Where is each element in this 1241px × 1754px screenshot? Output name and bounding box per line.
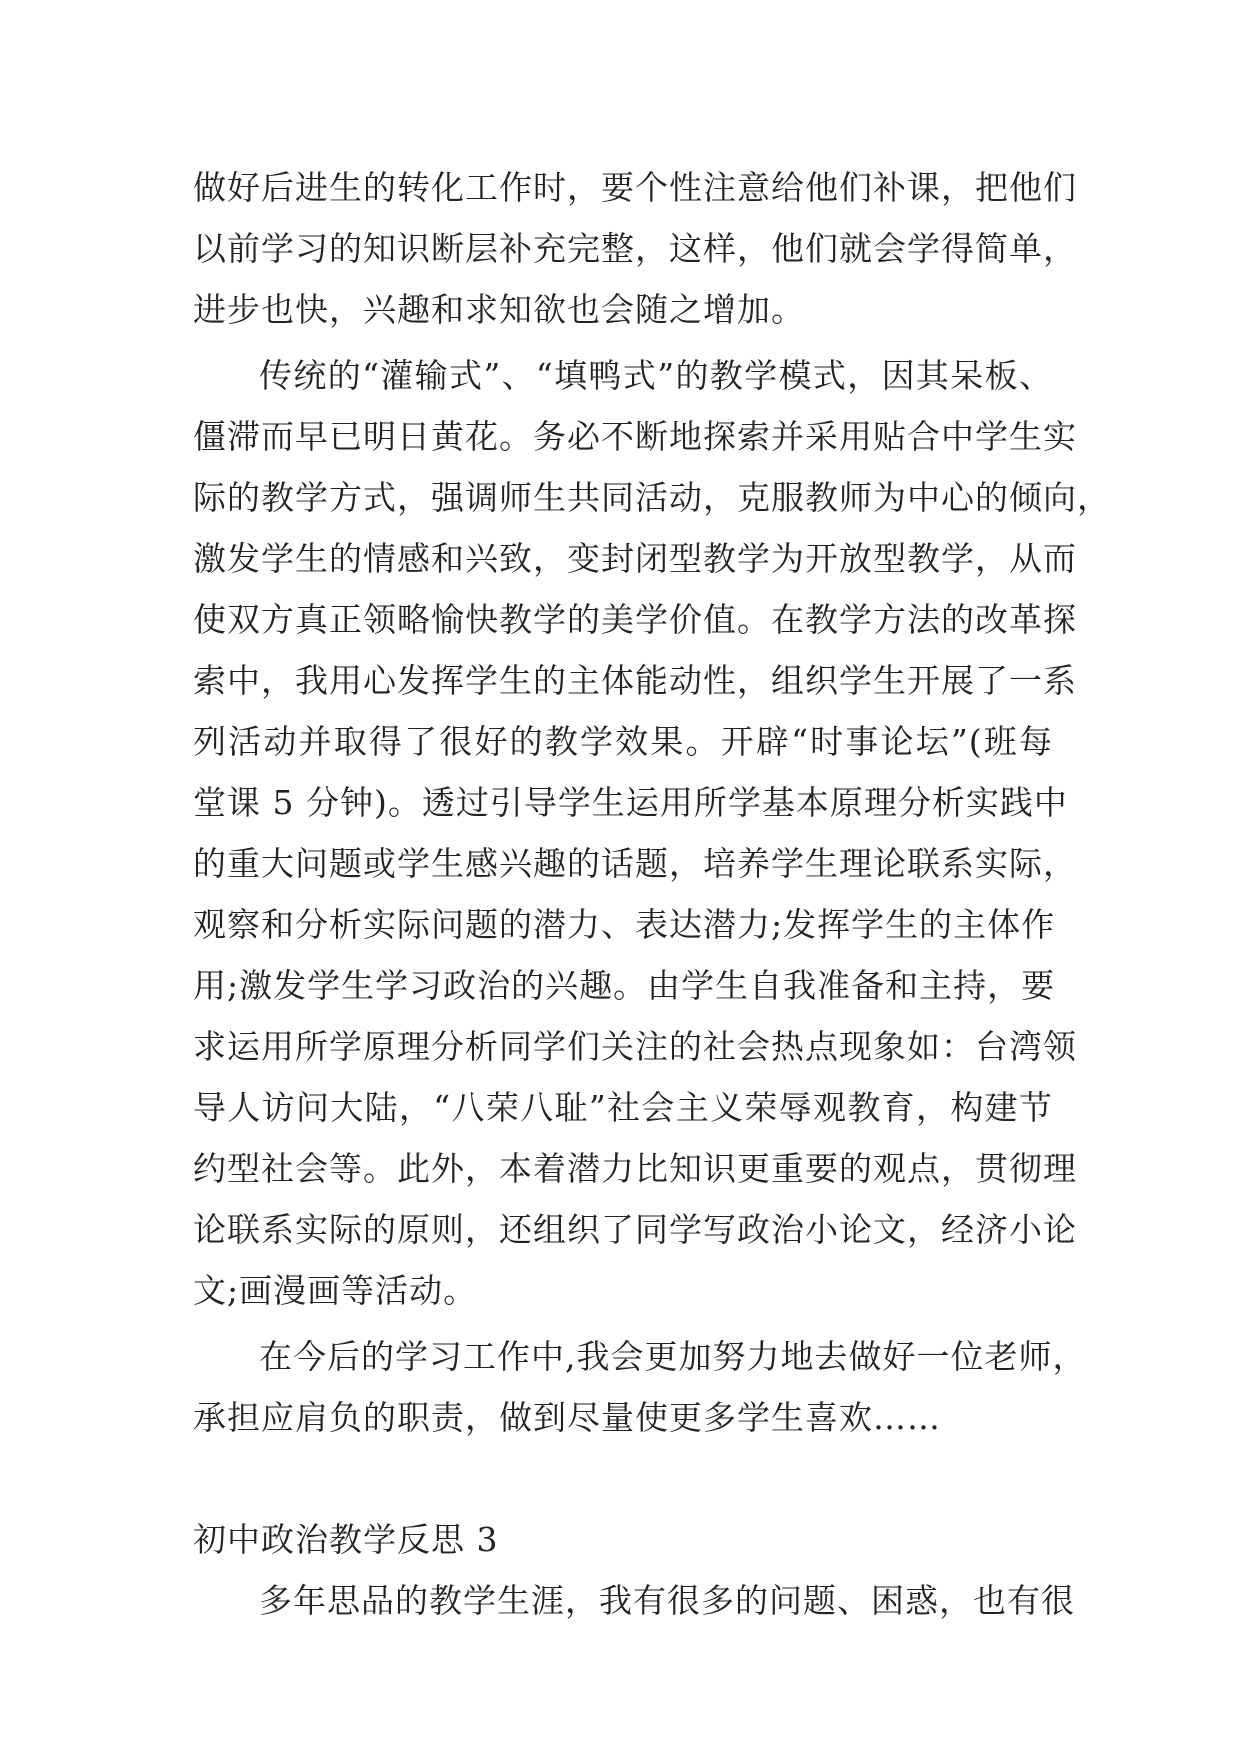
paragraph-1 — [193, 157, 1077, 340]
paragraph-line: 文;画漫画等活动。 — [193, 1271, 478, 1310]
paragraph-line: 在今后的学习工作中,我会更加努力地去做好一位老师， — [259, 1337, 1087, 1376]
paragraph-line: 论联系实际的原则，还组织了同学写政治小论文，经济小论 — [193, 1210, 1077, 1249]
paragraph-line: 堂课 5 分钟)。透过引导学生运用所学基本原理分析实践中 — [193, 783, 1068, 822]
paragraph-line: 僵滞而早已明日黄花。务必不断地探索并采用贴合中学生实 — [193, 417, 1077, 456]
paragraph-line: 激发学生的情感和兴致，变封闭型教学为开放型教学，从而 — [193, 539, 1077, 578]
document-body — [193, 157, 1111, 1631]
paragraph-line: 做好后进生的转化工作时，要个性注意给他们补课，把他们 — [193, 168, 1077, 207]
paragraph-line: 用;激发学生学习政治的兴趣。由学生自我准备和主持，要 — [193, 966, 1056, 1005]
paragraph-line: 以前学习的知识断层补充完整，这样，他们就会学得简单， — [193, 229, 1077, 268]
paragraph-line: 承担应肩负的职责，做到尽量使更多学生喜欢…… — [193, 1398, 941, 1437]
paragraph-line: 列活动并取得了很好的教学效果。开辟“时事论坛”(班每 — [193, 722, 1053, 761]
paragraph-line: 传统的“灌输式”、“填鸭式”的教学模式，因其呆板、 — [259, 356, 1053, 395]
paragraph-line: 的重大问题或学生感兴趣的话题，培养学生理论联系实际， — [193, 844, 1077, 883]
paragraph-line: 观察和分析实际问题的潜力、表达潜力;发挥学生的主体作 — [193, 905, 1056, 944]
paragraph-line: 多年思品的教学生涯，我有很多的问题、困惑，也有很 — [259, 1581, 1075, 1620]
section-3 — [193, 1509, 1075, 1631]
paragraph-2 — [193, 345, 1111, 1321]
paragraph-line: 索中，我用心发挥学生的主体能动性，组织学生开展了一系 — [193, 661, 1077, 700]
paragraph-3 — [193, 1326, 1087, 1448]
paragraph-line: 约型社会等。此外，本着潜力比知识更重要的观点，贯彻理 — [193, 1149, 1077, 1188]
paragraph-line: 求运用所学原理分析同学们关注的社会热点现象如：台湾领 — [193, 1027, 1077, 1066]
paragraph-line: 际的教学方式，强调师生共同活动，克服教师为中心的倾向， — [193, 478, 1111, 517]
paragraph-line: 进步也快，兴趣和求知欲也会随之增加。 — [193, 290, 805, 329]
section-spacer — [193, 1448, 1053, 1509]
paragraph-line: 使双方真正领略愉快教学的美学价值。在教学方法的改革探 — [193, 600, 1077, 639]
paragraph-line: 导人访问大陆，“八荣八耻”社会主义荣辱观教育，构建节 — [193, 1088, 1053, 1127]
section-heading: 初中政治教学反思 3 — [193, 1520, 499, 1559]
